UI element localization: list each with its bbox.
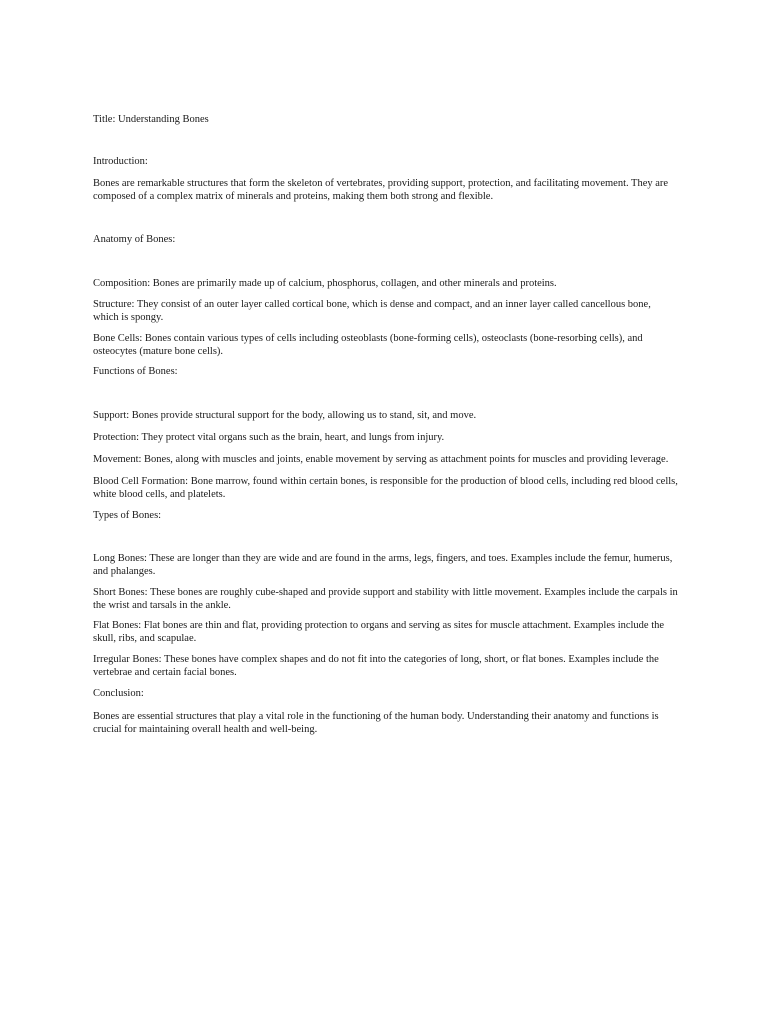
introduction-paragraph: Bones are remarkable structures that form the skeleton of vertebrates, providing support, protection, and facilitating movement. They are composed of a complex matrix of minerals and proteins, making them both strong and flexible. xyxy=(93,178,669,202)
introduction-heading: Introduction: xyxy=(93,156,148,167)
function-support: Support: Bones provide structural support for the body, allowing us to stand, sit, and move. xyxy=(93,410,477,421)
type-short-bones: Short Bones: These bones are roughly cube-shaped and provide support and stability with little movement. Examples include the carpals in the wrist and tarsals in the ankle. xyxy=(93,587,678,611)
anatomy-structure: Structure: They consist of an outer layer called cortical bone, which is dense and compact, and an inner layer called cancellous bone, which is spongy. xyxy=(93,299,651,323)
function-movement: Movement: Bones, along with muscles and joints, enable movement by serving as attachment points for muscles and providing leverage. xyxy=(93,454,669,465)
functions-heading: Functions of Bones: xyxy=(93,366,178,377)
types-heading: Types of Bones: xyxy=(93,510,162,521)
conclusion-heading: Conclusion: xyxy=(93,688,144,699)
anatomy-bone-cells: Bone Cells: Bones contain various types of cells including osteoblasts (bone-forming cells), osteoclasts (bone-resorbing cells), and osteocytes (mature bone cells). xyxy=(93,333,643,357)
type-irregular-bones: Irregular Bones: These bones have complex shapes and do not fit into the categories of long, short, or flat bones. Examples include the vertebrae and certain facial bones. xyxy=(93,654,659,678)
function-protection: Protection: They protect vital organs such as the brain, heart, and lungs from injury. xyxy=(93,432,445,443)
document-title: Title: Understanding Bones xyxy=(93,114,209,125)
function-blood-cell-formation: Blood Cell Formation: Bone marrow, found within certain bones, is responsible for the production of blood cells, including red blood cells, white blood cells, and platelets. xyxy=(93,476,678,500)
type-flat-bones: Flat Bones: Flat bones are thin and flat, providing protection to organs and serving as sites for muscle attachment. Examples include the skull, ribs, and scapulae. xyxy=(93,620,665,644)
conclusion-paragraph: Bones are essential structures that play a vital role in the functioning of the human body. Understanding their anatomy and functions is crucial for maintaining overall health and well-being. xyxy=(93,711,659,735)
anatomy-heading: Anatomy of Bones: xyxy=(93,234,176,245)
type-long-bones: Long Bones: These are longer than they are wide and are found in the arms, legs, fingers, and toes. Examples include the femur, humerus, and phalanges. xyxy=(93,553,673,577)
anatomy-composition: Composition: Bones are primarily made up of calcium, phosphorus, collagen, and other minerals and proteins. xyxy=(93,278,557,289)
